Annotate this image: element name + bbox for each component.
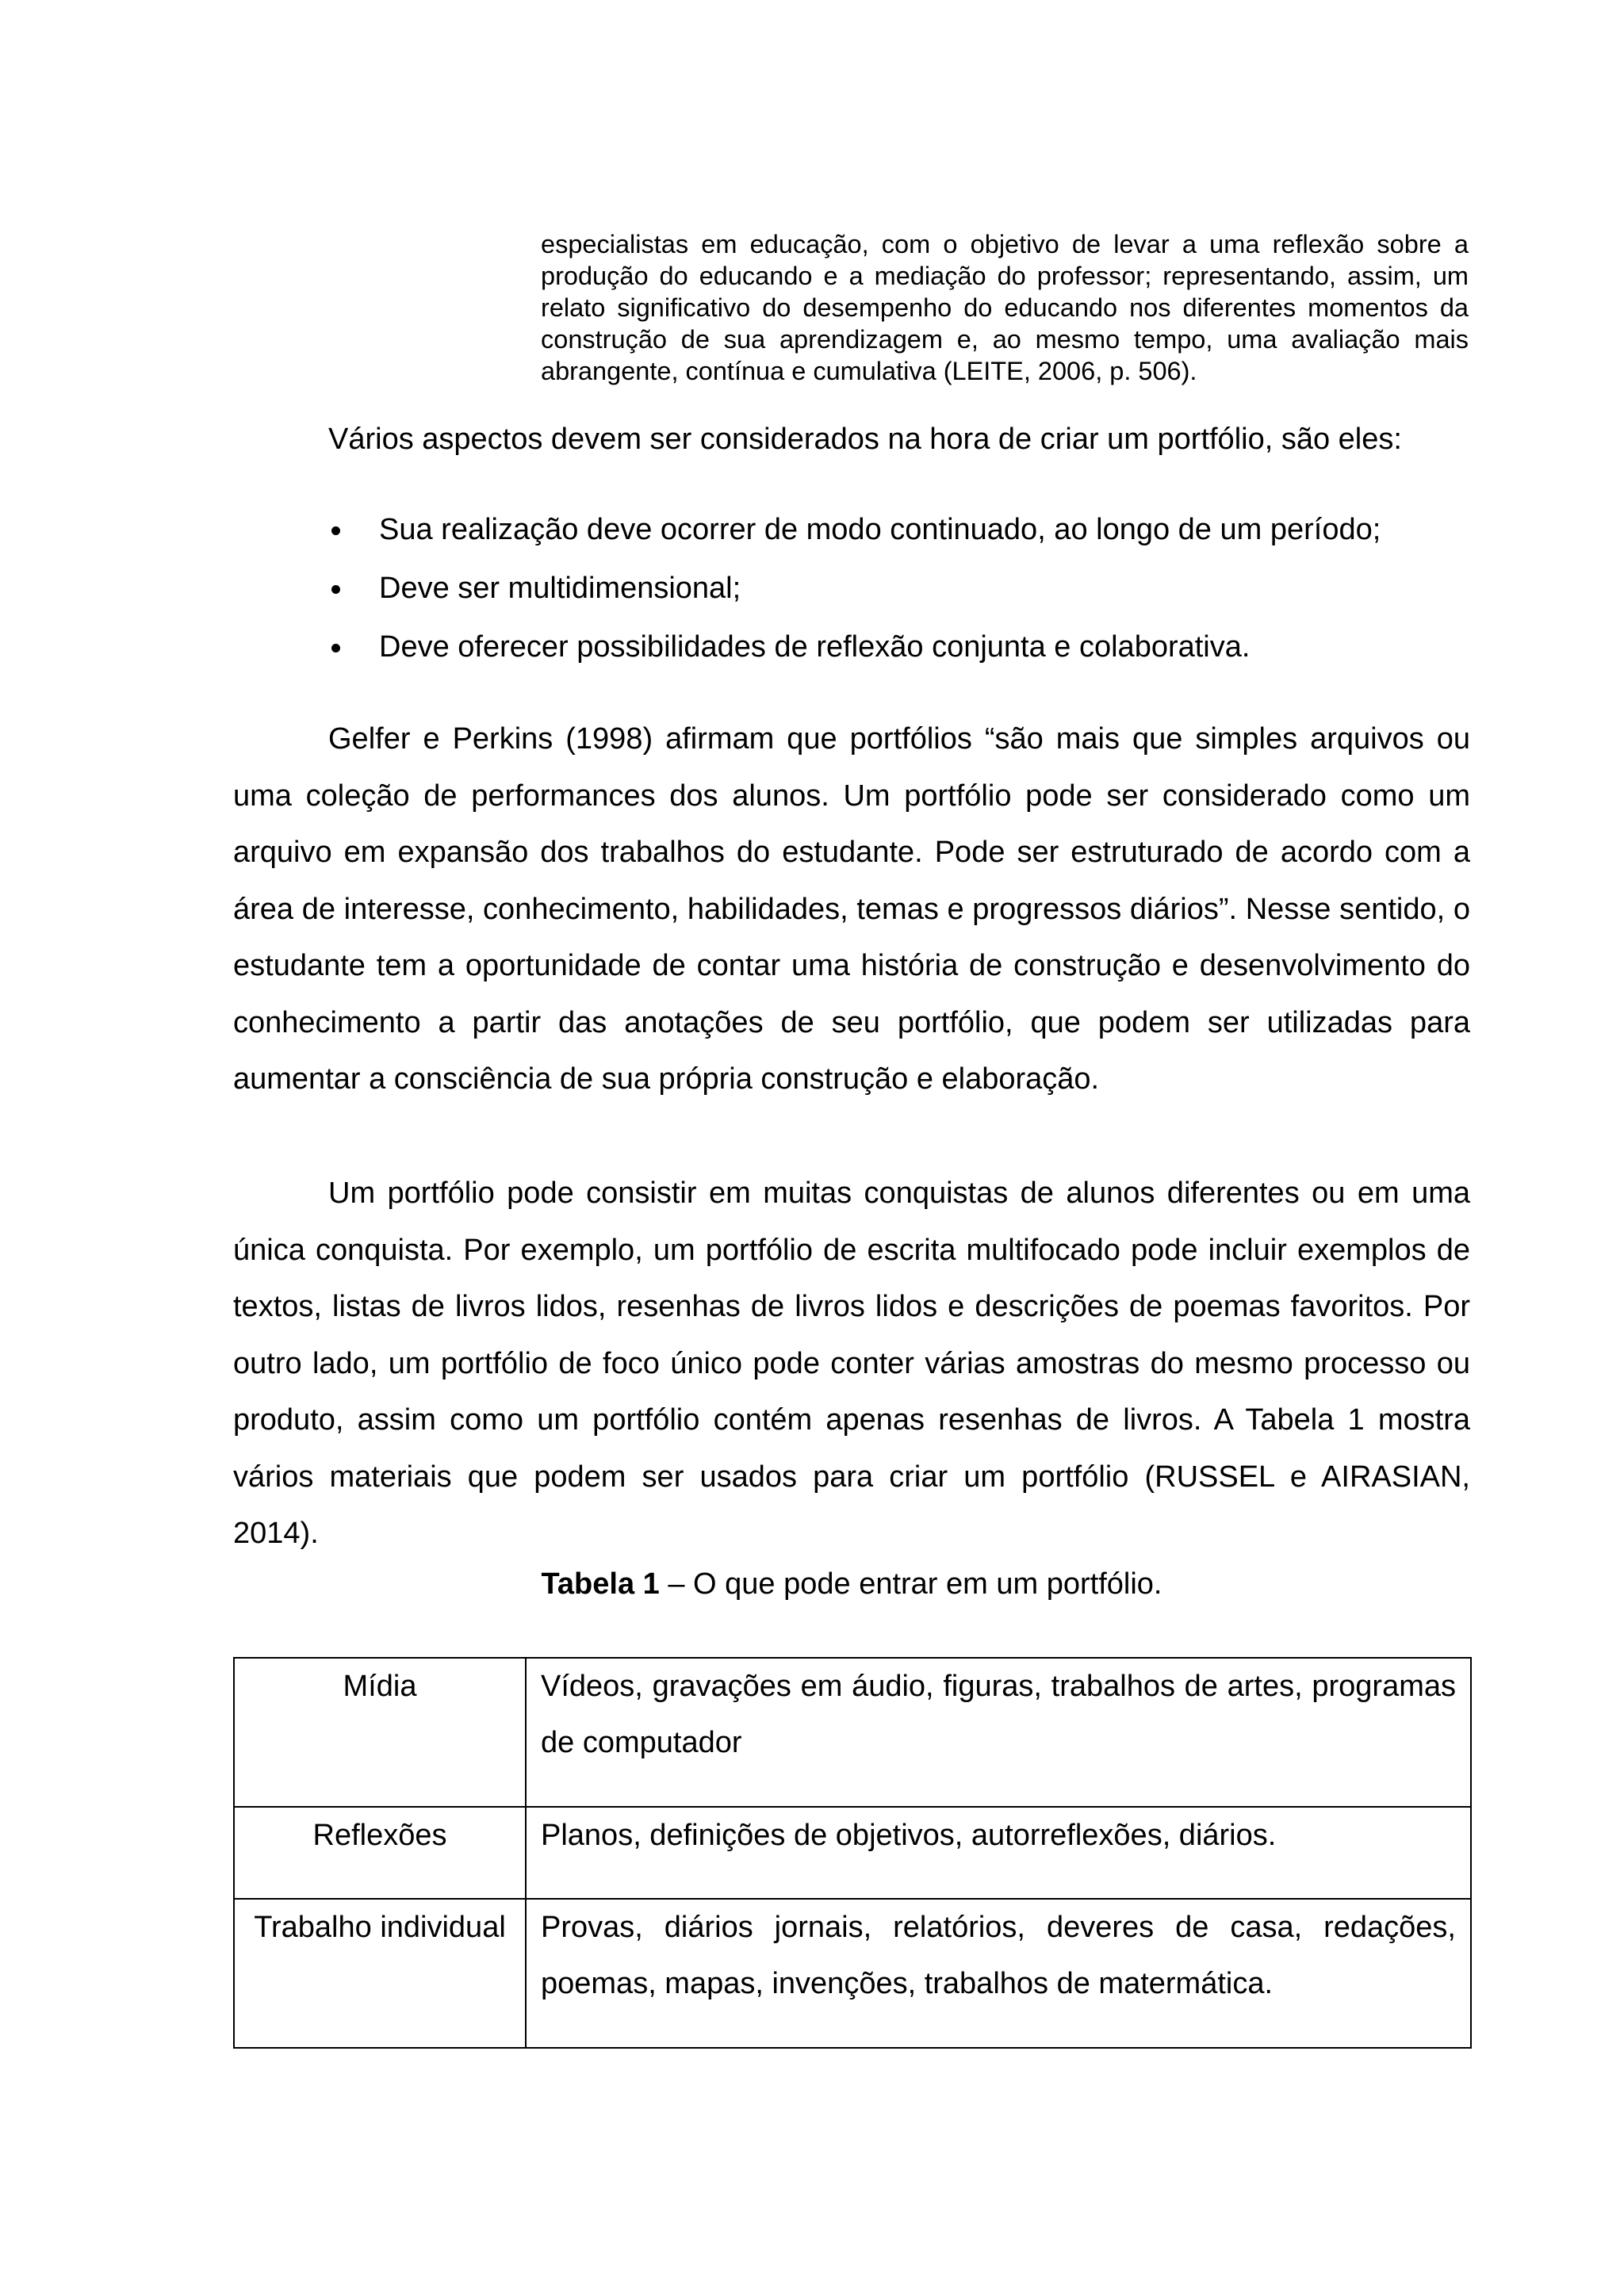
table-caption (233, 1562, 1470, 1606)
paragraph-portfolio-examples: Um portfólio pode consistir em muitas conquistas de alunos diferentes ou em uma única conquista. Por exemplo, um portfólio de escrita multifocado pode incluir exemplos de textos, listas de livros lidos, resenhas de livros lidos e descrições de poemas favoritos. Por outro lado, um portfólio de foco único pode conter várias amostras do mesmo processo ou produto, assim como um portfólio contém apenas resenhas de livros. A Tabela 1 mostra vários materiais que podem ser usados para criar um portfólio (RUSSEL e AIRASIAN, 2014). (233, 1177, 1470, 1550)
paragraph-gelfer-perkins: Gelfer e Perkins (1998) afirmam que portfólios “são mais que simples arquivos ou uma coleção de performances dos alunos. Um portfólio pode ser considerado como um arquivo em expansão dos trabalhos do estudante. Pode ser estruturado de acordo com a área de interesse, conhecimento, habilidades, temas e progressos diários”. Nesse sentido, o estudante tem a oportunidade de contar uma história de construção e desenvolvimento do conhecimento a partir das anotações de seu portfólio, que podem ser utilizadas para aumentar a consciência de sua própria construção e elaboração. (233, 722, 1470, 1096)
bullet-icon (331, 526, 340, 535)
table-cell-examples: Provas, diários jornais, relatórios, deveres de casa, redações, poemas, mapas, invenções, trabalhos de matermática. (526, 1899, 1471, 2048)
table-caption-text: – O que pode entrar em um portfólio. (659, 1567, 1162, 1601)
table-cell-category: Mídia (234, 1658, 526, 1807)
table-cell-category: Reflexões (234, 1807, 526, 1899)
table-row (234, 1807, 1471, 1899)
table-row (234, 1658, 1471, 1807)
portfolio-contents-table (233, 1657, 1472, 2049)
aspects-list (328, 507, 1470, 683)
table-cell-examples: Vídeos, gravações em áudio, figuras, trabalhos de artes, programas de computador (526, 1658, 1471, 1807)
bullet-icon (331, 585, 340, 594)
list-item (328, 507, 1470, 552)
table-row (234, 1899, 1471, 2048)
table-cell-examples: Planos, definições de objetivos, autorreflexões, diários. (526, 1807, 1471, 1899)
table-caption-label: Tabela 1 (541, 1567, 660, 1601)
list-item (328, 566, 1470, 610)
list-item-text: Deve oferecer possibilidades de reflexão conjunta e colaborativa. (379, 630, 1251, 664)
bullet-icon (331, 644, 340, 652)
list-item-text: Deve ser multidimensional; (379, 572, 741, 605)
intro-sentence: Vários aspectos devem ser considerados na hora de criar um portfólio, são eles: (328, 423, 1402, 456)
list-item (328, 625, 1470, 669)
block-quote: especialistas em educação, com o objetivo de levar a uma reflexão sobre a produção do educando e a mediação do professor; representando, assim, um relato significativo do desempenho do educando nos diferentes momentos da construção de sua aprendizagem e, ao mesmo tempo, uma avaliação mais abrangente, contínua e cumulativa (LEITE, 2006, p. 506). (541, 230, 1469, 385)
table-cell-category: Trabalho individual (234, 1899, 526, 2048)
list-item-text: Sua realização deve ocorrer de modo continuado, ao longo de um período; (379, 513, 1381, 546)
